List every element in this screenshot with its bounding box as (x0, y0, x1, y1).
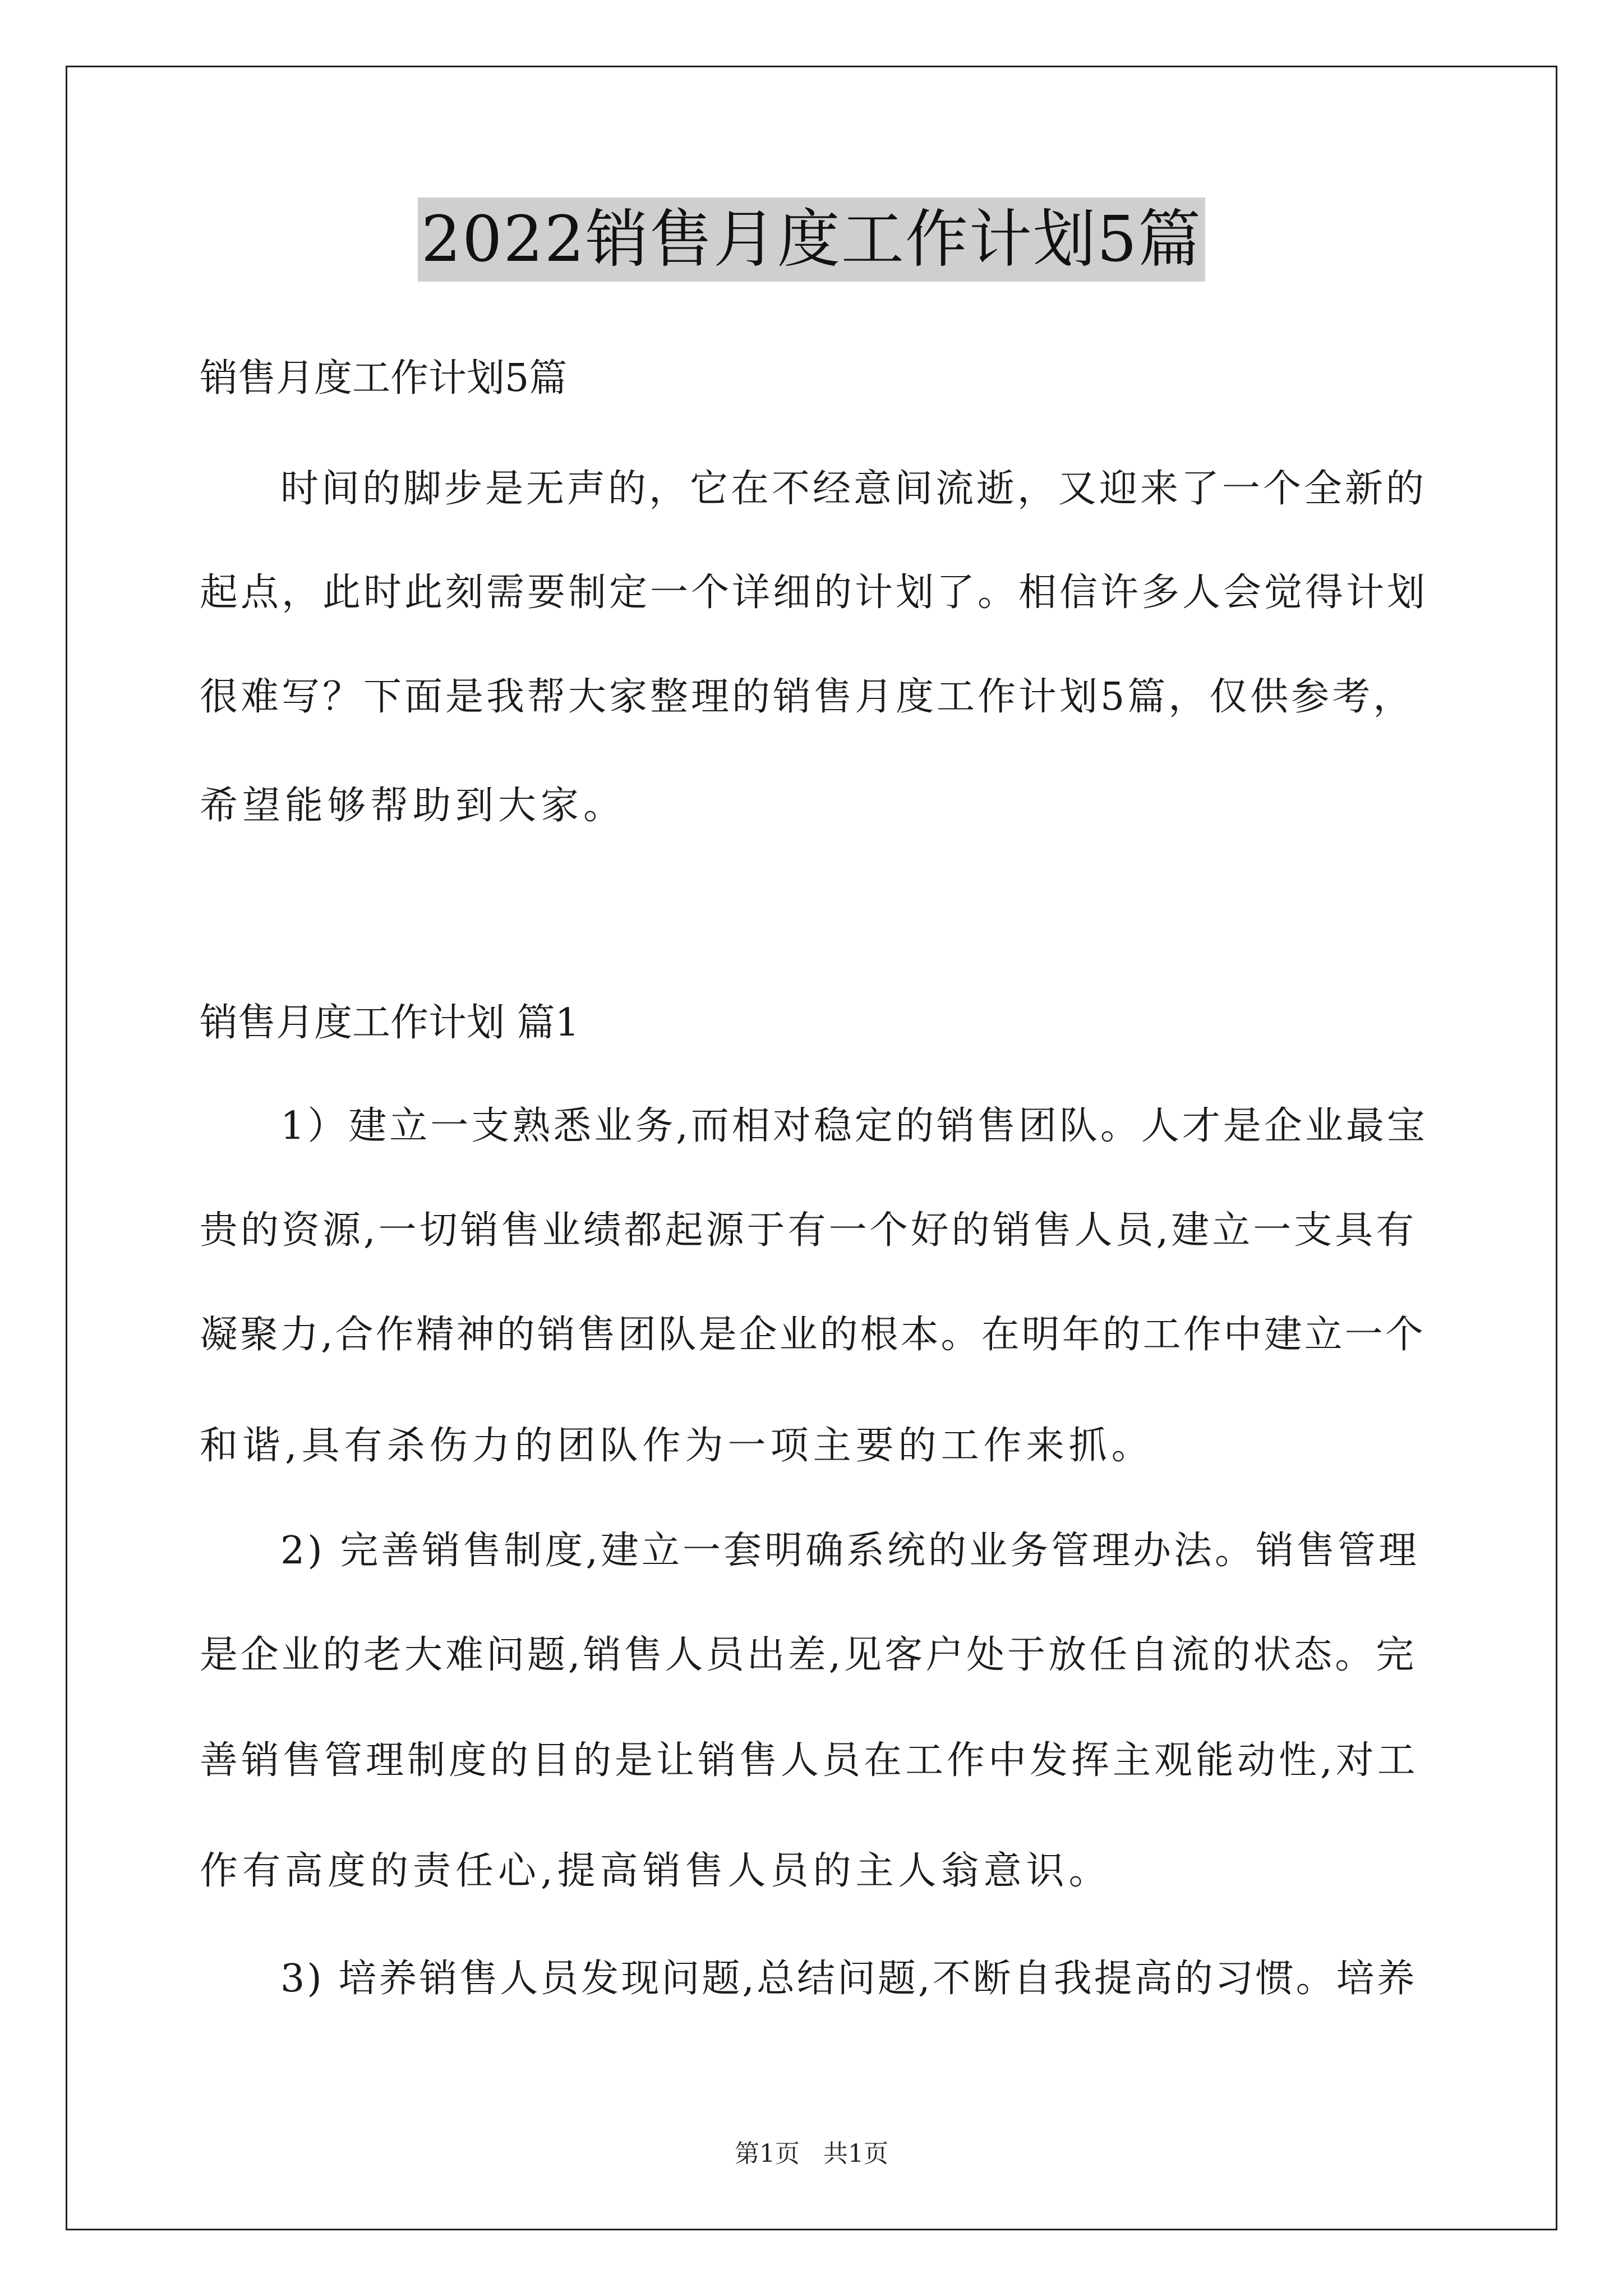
document-title: 2022销售月度工作计划5篇 (418, 197, 1205, 282)
intro-line: 时间的脚步是无声的，它在不经意间流逝，又迎来了一个全新的 (280, 467, 1427, 511)
paragraph-line: 2) 完善销售制度,建立一套明确系统的业务管理办法。销售管理 (280, 1529, 1420, 1573)
paragraph-line: 1）建立一支熟悉业务,而相对稳定的销售团队。人才是企业最宝 (280, 1104, 1428, 1148)
document-subtitle: 销售月度工作计划5篇 (200, 356, 568, 401)
page-number: 第1页 共1页 (735, 2139, 888, 2168)
page-footer (0, 2137, 1623, 2171)
intro-line: 希望能够帮助到大家。 (200, 784, 626, 828)
paragraph-line: 作有高度的责任心,提高销售人员的主人翁意识。 (200, 1849, 1112, 1893)
paragraph-line: 凝聚力,合作精神的销售团队是企业的根本。在明年的工作中建立一个 (200, 1313, 1426, 1357)
paragraph-line: 和谐,具有杀伤力的团队作为一项主要的工作来抓。 (200, 1424, 1154, 1468)
intro-line: 很难写？下面是我帮大家整理的销售月度工作计划5篇，仅供参考， (200, 675, 1414, 719)
paragraph-line: 善销售管理制度的目的是让销售人员在工作中发挥主观能动性,对工 (200, 1738, 1419, 1783)
paragraph-line: 是企业的老大难问题,销售人员出差,见客户处于放任自流的状态。完 (200, 1633, 1417, 1677)
title-container (0, 197, 1623, 282)
intro-line: 起点，此时此刻需要制定一个详细的计划了。相信许多人会觉得计划 (200, 570, 1428, 615)
section-heading: 销售月度工作计划 篇1 (200, 1001, 579, 1045)
paragraph-line: 贵的资源,一切销售业绩都起源于有一个好的销售人员,建立一支具有 (200, 1208, 1417, 1253)
paragraph-line: 3) 培养销售人员发现问题,总结问题,不断自我提高的习惯。培养 (280, 1957, 1417, 2001)
